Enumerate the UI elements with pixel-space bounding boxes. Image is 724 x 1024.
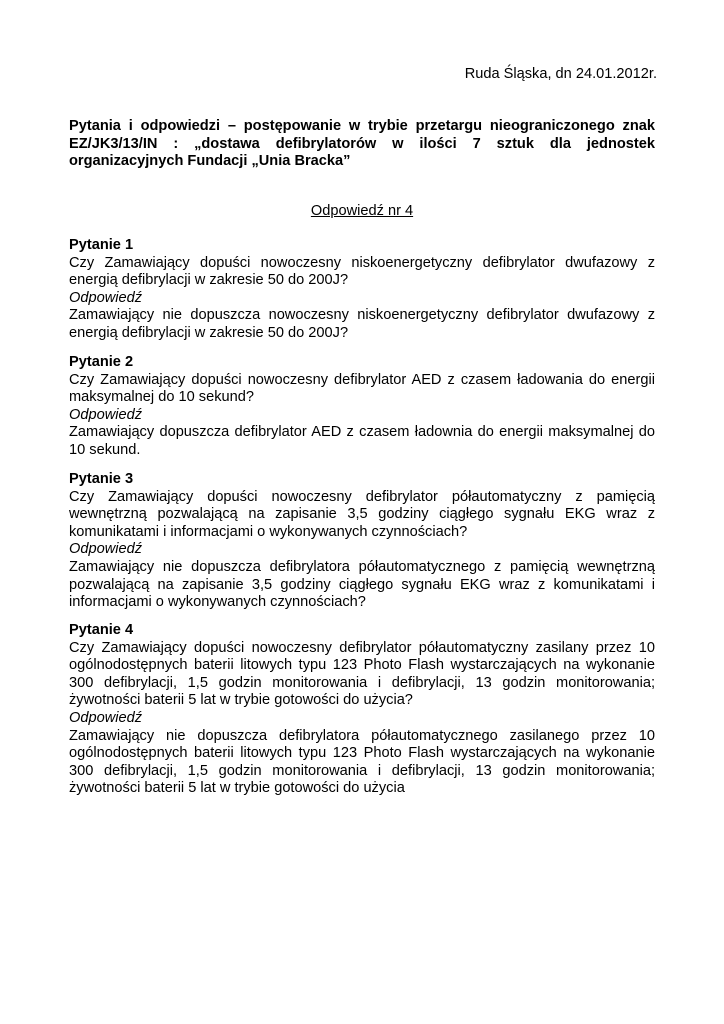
answer-label: Odpowiedź xyxy=(69,406,143,423)
question-text: Czy Zamawiający dopuści nowoczesny niskoenergetyczny defibrylator dwufazowy z energią defibrylacji w zakresie 50 do 200J? xyxy=(69,254,655,289)
answer-text: Zamawiający nie dopuszcza defibrylatora półautomatycznego z pamięcią wewnętrzną pozwalającą na zapisanie 3,5 godziny ciągłego sygnału EKG wraz z komunikatami i informacjami o wykonywanych czynnościach? xyxy=(69,558,655,611)
question-text: Czy Zamawiający dopuści nowoczesny defibrylator półautomatyczny zasilany przez 10 ogólnodostępnych baterii litowych typu 123 Photo Flash wystarczających na wykonanie 300 defibrylacji, 1,5 godzin monitorowania i defibrylacji, 13 godzin monitorowania; żywotności baterii 5 lat w trybie gotowości do użycia? xyxy=(69,639,655,709)
place-date: Ruda Śląska, dn 24.01.2012r. xyxy=(464,66,657,82)
document-subtitle: Odpowiedź nr 4 xyxy=(310,203,414,219)
answer-label: Odpowiedź xyxy=(69,709,143,726)
question-heading: Pytanie 4 xyxy=(69,622,134,638)
question-block-4 xyxy=(69,622,655,798)
question-block-1 xyxy=(69,237,655,343)
answer-label: Odpowiedź xyxy=(69,289,143,306)
question-heading: Pytanie 2 xyxy=(69,354,134,370)
question-block-2 xyxy=(69,354,655,460)
answer-text: Zamawiający nie dopuszcza defibrylatora półautomatycznego zasilanego przez 10 ogólnodostępnych baterii litowych typu 123 Photo Flash wystarczających na wykonanie 300 defibrylacji, 1,5 godzin monitorowania i defibrylacji, 13 godzin monitorowania; żywotności baterii 5 lat w trybie gotowości do użycia xyxy=(69,727,655,797)
question-text: Czy Zamawiający dopuści nowoczesny defibrylator półautomatyczny z pamięcią wewnętrzną pozwalającą na zapisanie 3,5 godziny ciągłego sygnału EKG wraz z komunikatami i informacjami o wykonywanych czynnościach? xyxy=(69,488,655,540)
answer-text: Zamawiający dopuszcza defibrylator AED z czasem ładownia do energii maksymalnej do 10 sekund. xyxy=(69,424,655,458)
answer-text: Zamawiający nie dopuszcza nowoczesny niskoenergetyczny defibrylator dwufazowy z energią defibrylacji w zakresie 50 do 200J? xyxy=(69,307,655,341)
document-title: Pytania i odpowiedzi – postępowanie w trybie przetargu nieograniczonego znak EZ/JK3/13/IN : „dostawa defibrylatorów w ilości 7 sztuk dla jednostek organizacyjnych Fundacji „Unia Bracka” xyxy=(69,118,655,170)
question-heading: Pytanie 3 xyxy=(69,471,134,487)
question-block-3 xyxy=(69,471,655,612)
question-text: Czy Zamawiający dopuści nowoczesny defibrylator AED z czasem ładowania do energii maksymalnej do 10 sekund? xyxy=(69,371,655,406)
answer-label: Odpowiedź xyxy=(69,541,143,558)
question-heading: Pytanie 1 xyxy=(69,237,134,253)
